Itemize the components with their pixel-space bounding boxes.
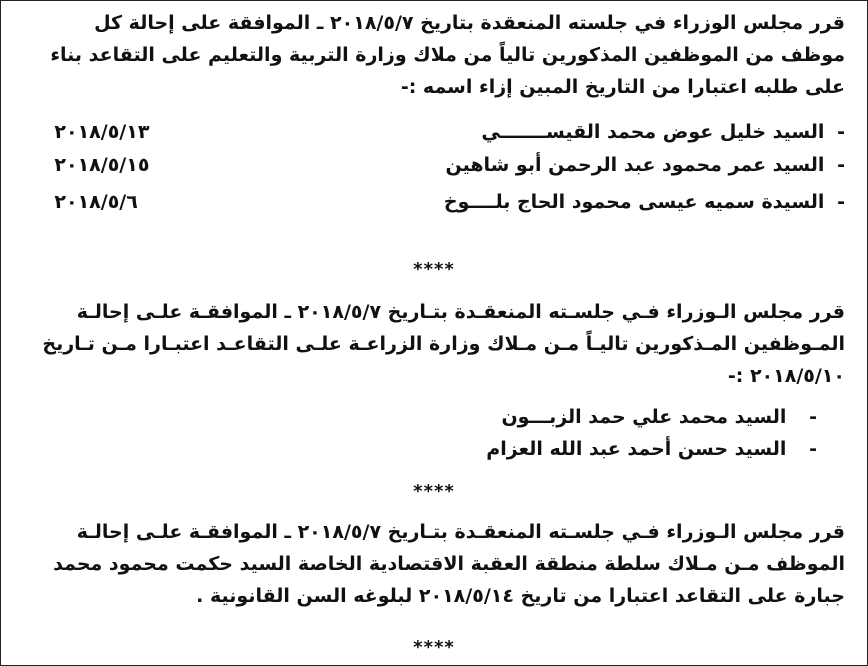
list-dash: - xyxy=(837,191,845,213)
retirement-date: ٢٠١٨/٥/٦ xyxy=(54,191,138,213)
paragraph-line: قرر مجلس الـوزراء فـي جلسـته المنعقـدة بتـاريخ ٢٠١٨/٥/٧ ـ الموافقـة علـى إحالـة xyxy=(76,521,845,543)
retiree-row xyxy=(54,149,845,181)
retiree-row xyxy=(54,186,845,218)
list-dash: - xyxy=(837,121,845,143)
paragraph-line: ٢٠١٨/٥/١٠ :- xyxy=(727,365,845,387)
decision-paragraph-2 xyxy=(19,296,845,392)
retiree-row xyxy=(501,401,817,433)
section-separator: **** xyxy=(413,481,455,502)
decision-paragraph-3 xyxy=(19,516,845,612)
paragraph-line: على طلبه اعتبارا من التاريخ المبين إزاء اسمه :- xyxy=(400,76,845,98)
paragraph-line: قرر مجلس الوزراء في جلسته المنعقدة بتاريخ ٢٠١٨/٥/٧ ـ الموافقة على إحالة كل xyxy=(94,12,845,34)
section-separator: **** xyxy=(413,259,455,280)
list-dash: - xyxy=(809,438,817,460)
paragraph-line: جبارة على التقاعد اعتبارا من تاريخ ٢٠١٨/٥/١٤ لبلوغه السن القانونية . xyxy=(196,585,845,607)
retirement-date: ٢٠١٨/٥/١٣ xyxy=(54,121,150,143)
retiree-name: السيد حسن أحمد عبد الله العزام xyxy=(486,438,787,460)
paragraph-line: المـوظفين المـذكورين تاليـاً مـن مـلاك وزارة الزراعـة علـى التقاعـد اعتبـارا مـن تـاريخ xyxy=(42,333,845,355)
retiree-row xyxy=(486,433,817,465)
paragraph-line: الموظف مـن مـلاك سلطة منطقة العقبة الاقتصادية الخاصة السيد حكمت محمود محمد xyxy=(53,553,845,575)
list-dash: - xyxy=(809,406,817,428)
retiree-name: السيد محمد علي حمد الزبـــون xyxy=(501,406,787,428)
retiree-name: السيد خليل عوض محمد القيســـــــي xyxy=(481,121,825,143)
decision-paragraph-1 xyxy=(19,7,845,103)
retirement-date: ٢٠١٨/٥/١٥ xyxy=(54,154,150,176)
retiree-name: السيد عمر محمود عبد الرحمن أبو شاهين xyxy=(445,154,825,176)
paragraph-line: موظف من الموظفين المذكورين تالياً من ملاك وزارة التربية والتعليم على التقاعد بناء xyxy=(50,44,845,66)
list-dash: - xyxy=(837,154,845,176)
retiree-row xyxy=(54,116,845,148)
retiree-name: السيدة سميه عيسى محمود الحاج بلــــوخ xyxy=(443,191,825,213)
section-separator: **** xyxy=(413,637,455,658)
paragraph-line: قرر مجلس الـوزراء فـي جلسـته المنعقـدة بتـاريخ ٢٠١٨/٥/٧ ـ الموافقـة علـى إحالـة xyxy=(76,301,845,323)
